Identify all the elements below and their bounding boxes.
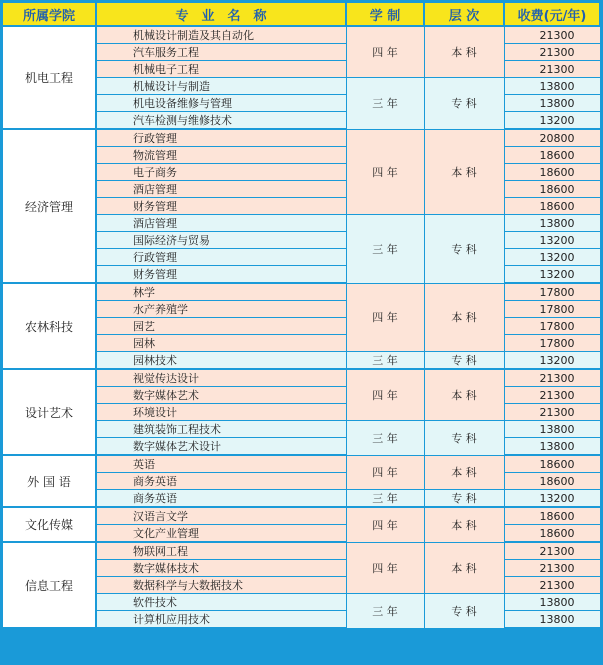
- major-name: 行政管理: [96, 129, 346, 147]
- major-name: 数据科学与大数据技术: [96, 577, 346, 594]
- program-duration: 三 年: [346, 421, 424, 456]
- program-duration: 四 年: [346, 369, 424, 421]
- table-row: [3, 369, 600, 387]
- table-row: [3, 455, 600, 473]
- program-duration: 三 年: [346, 215, 424, 284]
- header-college: 所属学院: [3, 3, 96, 26]
- major-name: 机械设计制造及其自动化: [96, 26, 346, 44]
- header-fee: 收费(元/年): [504, 3, 600, 26]
- major-name: 行政管理: [96, 249, 346, 266]
- degree-level: 本 科: [424, 129, 504, 215]
- tuition-fee: 13800: [504, 95, 600, 112]
- college-name: 经济管理: [3, 129, 96, 283]
- major-name: 酒店管理: [96, 181, 346, 198]
- degree-level: 本 科: [424, 26, 504, 78]
- program-duration: 三 年: [346, 352, 424, 370]
- table-body: [3, 26, 600, 628]
- tuition-fee: 18600: [504, 181, 600, 198]
- major-name: 财务管理: [96, 266, 346, 284]
- tuition-table-wrapper: [3, 3, 600, 629]
- degree-level: 本 科: [424, 283, 504, 352]
- major-name: 视觉传达设计: [96, 369, 346, 387]
- major-name: 园林: [96, 335, 346, 352]
- college-name: 信息工程: [3, 542, 96, 628]
- college-name: 设计艺术: [3, 369, 96, 455]
- major-name: 林学: [96, 283, 346, 301]
- college-name: 农林科技: [3, 283, 96, 369]
- header-major: 专 业 名 称: [96, 3, 346, 26]
- tuition-fee: 17800: [504, 301, 600, 318]
- program-duration: 四 年: [346, 542, 424, 594]
- major-name: 数字媒体艺术: [96, 387, 346, 404]
- major-name: 财务管理: [96, 198, 346, 215]
- tuition-fee: 13200: [504, 352, 600, 370]
- tuition-fee: 18600: [504, 455, 600, 473]
- table-row: [3, 26, 600, 44]
- degree-level: 本 科: [424, 542, 504, 594]
- program-duration: 三 年: [346, 78, 424, 130]
- program-duration: 四 年: [346, 26, 424, 78]
- tuition-fee: 18600: [504, 198, 600, 215]
- major-name: 国际经济与贸易: [96, 232, 346, 249]
- tuition-fee: 17800: [504, 318, 600, 335]
- tuition-fee: 17800: [504, 335, 600, 352]
- major-name: 环境设计: [96, 404, 346, 421]
- degree-level: 专 科: [424, 215, 504, 284]
- major-name: 文化产业管理: [96, 525, 346, 543]
- major-name: 商务英语: [96, 473, 346, 490]
- college-name: 机电工程: [3, 26, 96, 129]
- tuition-fee: 13200: [504, 112, 600, 130]
- degree-level: 本 科: [424, 507, 504, 542]
- tuition-fee: 13800: [504, 215, 600, 232]
- tuition-fee: 13200: [504, 490, 600, 508]
- program-duration: 四 年: [346, 283, 424, 352]
- table-row: [3, 507, 600, 525]
- degree-level: 专 科: [424, 594, 504, 629]
- tuition-fee: 13800: [504, 438, 600, 456]
- tuition-fee: 21300: [504, 577, 600, 594]
- tuition-fee: 13800: [504, 78, 600, 95]
- college-name: 文化传媒: [3, 507, 96, 542]
- major-name: 水产养殖学: [96, 301, 346, 318]
- major-name: 汽车检测与维修技术: [96, 112, 346, 130]
- major-name: 酒店管理: [96, 215, 346, 232]
- table-row: [3, 129, 600, 147]
- major-name: 机械电子工程: [96, 61, 346, 78]
- major-name: 机电设备维修与管理: [96, 95, 346, 112]
- header-row: [3, 3, 600, 26]
- tuition-fee: 18600: [504, 473, 600, 490]
- major-name: 英语: [96, 455, 346, 473]
- program-duration: 四 年: [346, 455, 424, 490]
- major-name: 汽车服务工程: [96, 44, 346, 61]
- tuition-fee: 13200: [504, 232, 600, 249]
- program-duration: 三 年: [346, 490, 424, 508]
- tuition-fee: 13200: [504, 249, 600, 266]
- degree-level: 本 科: [424, 369, 504, 421]
- major-name: 电子商务: [96, 164, 346, 181]
- tuition-fee: 21300: [504, 404, 600, 421]
- degree-level: 专 科: [424, 490, 504, 508]
- program-duration: 四 年: [346, 129, 424, 215]
- major-name: 软件技术: [96, 594, 346, 611]
- major-name: 数字媒体艺术设计: [96, 438, 346, 456]
- tuition-fee: 17800: [504, 283, 600, 301]
- tuition-fee: 21300: [504, 369, 600, 387]
- major-name: 园林技术: [96, 352, 346, 370]
- tuition-fee: 13800: [504, 594, 600, 611]
- tuition-fee: 18600: [504, 147, 600, 164]
- program-duration: 三 年: [346, 594, 424, 629]
- program-duration: 四 年: [346, 507, 424, 542]
- header-duration: 学 制: [346, 3, 424, 26]
- degree-level: 专 科: [424, 421, 504, 456]
- degree-level: 本 科: [424, 455, 504, 490]
- table-row: [3, 542, 600, 560]
- major-name: 计算机应用技术: [96, 611, 346, 629]
- tuition-fee: 21300: [504, 542, 600, 560]
- degree-level: 专 科: [424, 352, 504, 370]
- major-name: 建筑装饰工程技术: [96, 421, 346, 438]
- major-name: 商务英语: [96, 490, 346, 508]
- college-name: 外 国 语: [3, 455, 96, 507]
- major-name: 汉语言文学: [96, 507, 346, 525]
- tuition-fee: 13800: [504, 421, 600, 438]
- degree-level: 专 科: [424, 78, 504, 130]
- major-name: 数字媒体技术: [96, 560, 346, 577]
- major-name: 物流管理: [96, 147, 346, 164]
- tuition-fee: 18600: [504, 507, 600, 525]
- tuition-fee: 21300: [504, 26, 600, 44]
- header-level: 层 次: [424, 3, 504, 26]
- tuition-fee: 18600: [504, 525, 600, 543]
- major-name: 物联网工程: [96, 542, 346, 560]
- major-name: 园艺: [96, 318, 346, 335]
- tuition-fee: 21300: [504, 387, 600, 404]
- major-name: 机械设计与制造: [96, 78, 346, 95]
- tuition-fee: 13200: [504, 266, 600, 284]
- table-row: [3, 283, 600, 301]
- tuition-fee: 18600: [504, 164, 600, 181]
- tuition-table: [3, 3, 601, 629]
- tuition-fee: 21300: [504, 560, 600, 577]
- tuition-fee: 20800: [504, 129, 600, 147]
- tuition-fee: 21300: [504, 61, 600, 78]
- tuition-fee: 13800: [504, 611, 600, 629]
- tuition-fee: 21300: [504, 44, 600, 61]
